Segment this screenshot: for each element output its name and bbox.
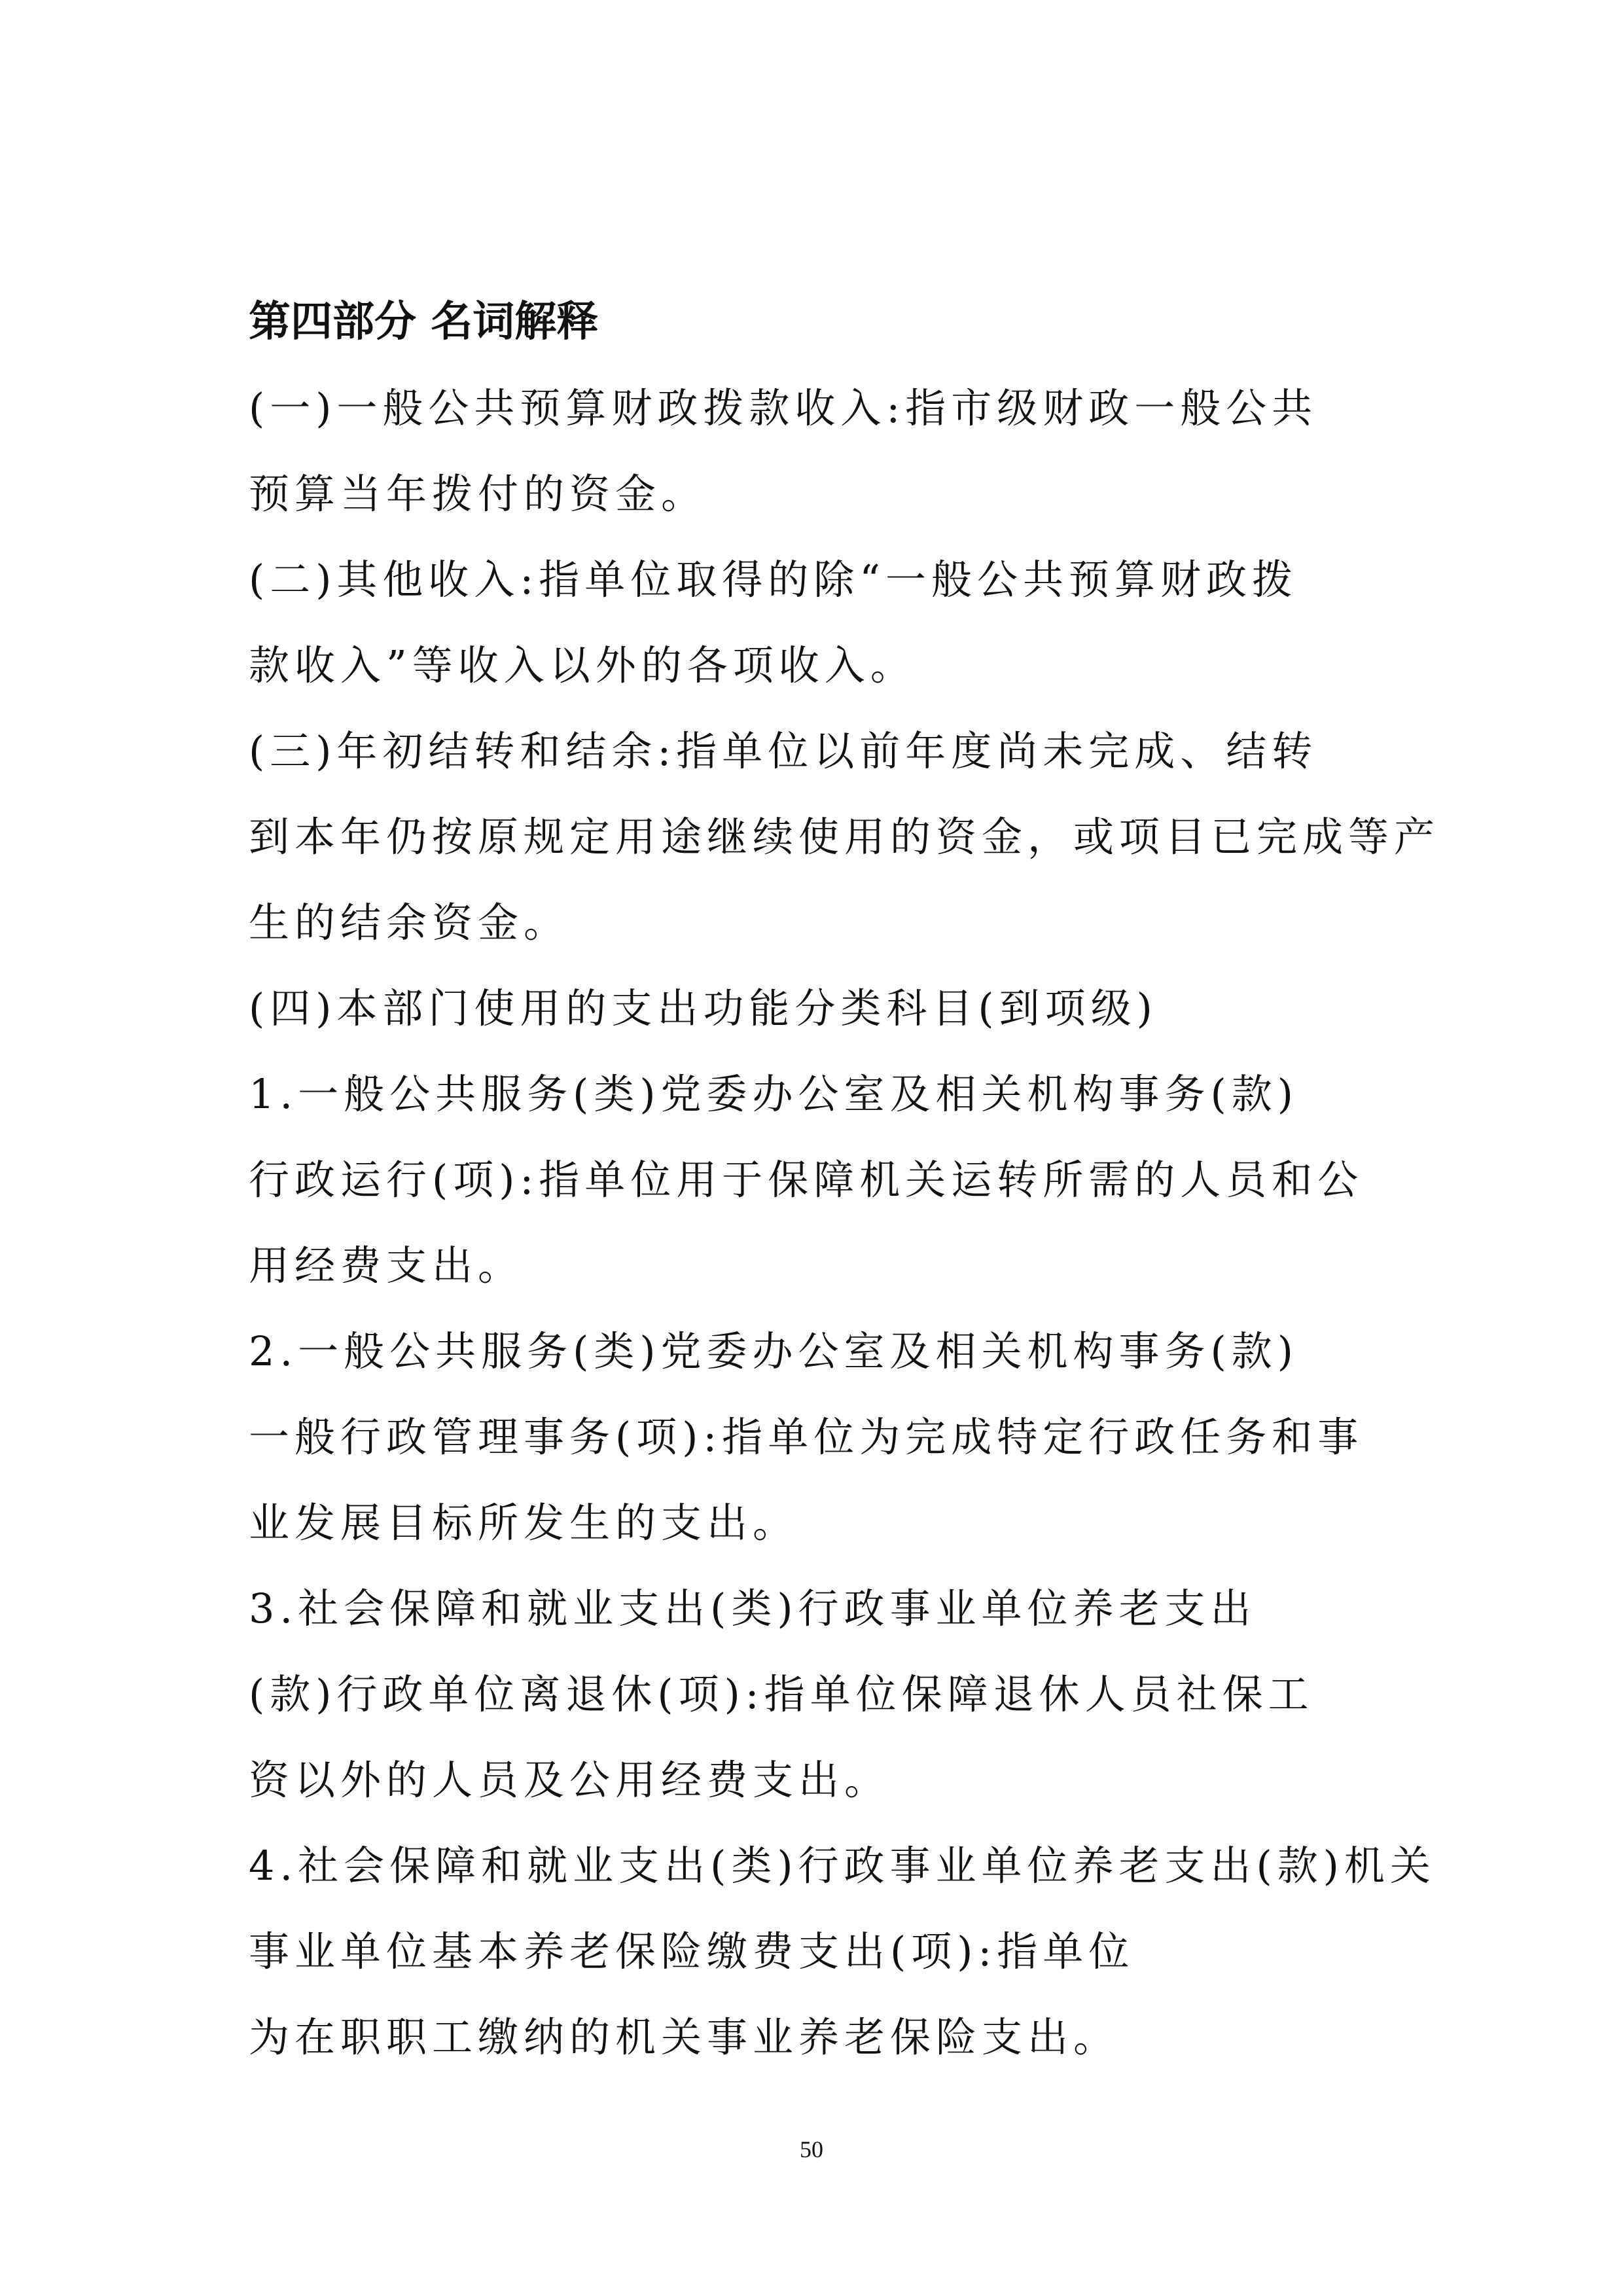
body-line: (一)一般公共预算财政拨款收入:指市级财政一般公共	[249, 384, 1318, 432]
page-number: 50	[800, 2136, 823, 2162]
body-line: (四)本部门使用的支出功能分类科目(到项级)	[249, 984, 1158, 1032]
body-line: 为在职职工缴纳的机关事业养老保险支出。	[249, 2013, 1120, 2061]
body-line: 事业单位基本养老保险缴费支出(项):指单位	[249, 1928, 1135, 1975]
body-line: 预算当年拨付的资金。	[249, 470, 707, 518]
body-line: 款收入”等收入以外的各项收入。	[249, 641, 916, 689]
body-line: 用经费支出。	[249, 1242, 524, 1289]
body-line: 1.一般公共服务(类)党委办公室及相关机构事务(款)	[249, 1070, 1298, 1118]
body-line: 4.社会保障和就业支出(类)行政事业单位养老支出(款)机关	[249, 1842, 1436, 1890]
body-line: 3.社会保障和就业支出(类)行政事业单位养老支出	[249, 1585, 1257, 1632]
body-line: (二)其他收入:指单位取得的除“一般公共预算财政拨	[249, 556, 1298, 603]
body-line: 行政运行(项):指单位用于保障机关运转所需的人员和公	[249, 1156, 1364, 1204]
body-line: 资以外的人员及公用经费支出。	[249, 1756, 891, 1804]
body-line: 一般行政管理事务(项):指单位为完成特定行政任务和事	[249, 1413, 1364, 1461]
body-line: 2.一般公共服务(类)党委办公室及相关机构事务(款)	[249, 1327, 1298, 1375]
body-line: 生的结余资金。	[249, 899, 570, 946]
body-line: (三)年初结转和结余:指单位以前年度尚未完成、结转	[249, 727, 1318, 775]
section-heading: 第四部分 名词解释	[249, 297, 599, 346]
body-line: 业发展目标所发生的支出。	[249, 1499, 799, 1547]
body-line: (款)行政单位离退休(项):指单位保障退休人员社保工	[249, 1670, 1314, 1718]
body-line: 到本年仍按原规定用途继续使用的资金，或项目已完成等产	[249, 813, 1440, 861]
